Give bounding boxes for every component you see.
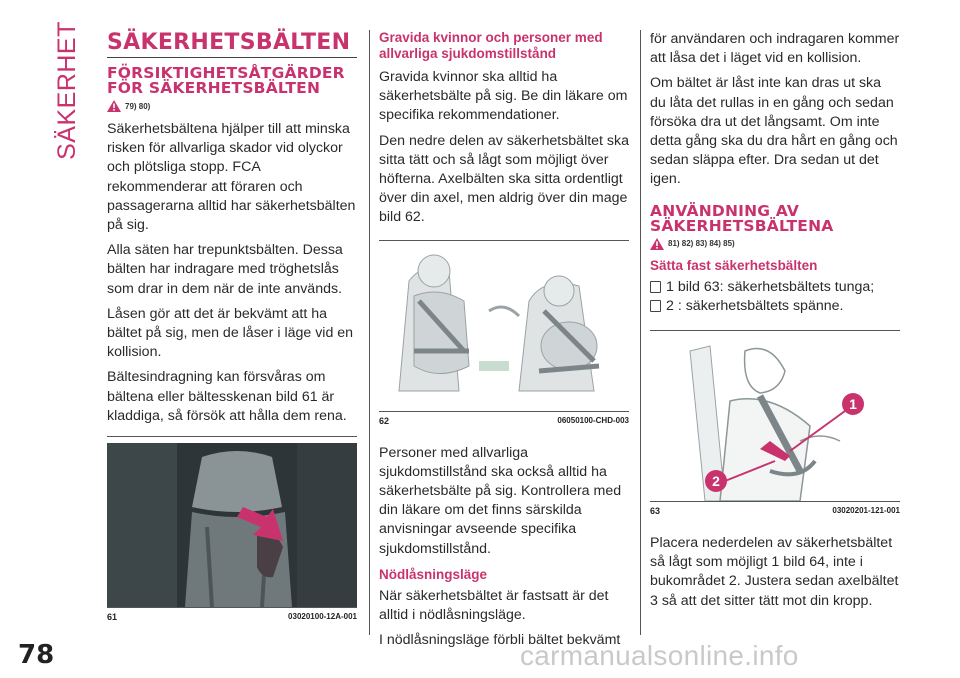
list-item bbox=[650, 297, 900, 316]
paragraph: för användaren och indragaren kommer att låsa det i läget vid en kollision. bbox=[650, 31, 900, 67]
side-section-label: SÄKERHET bbox=[52, 20, 81, 160]
list-item-text: 1 bild 63: säkerhetsbältets tunga; bbox=[666, 278, 875, 295]
checkbox-bullet-icon bbox=[650, 300, 661, 312]
column-divider-1 bbox=[369, 30, 370, 635]
figure-62 bbox=[379, 240, 629, 412]
warning-reference bbox=[650, 238, 900, 250]
section-title: SÄKERHETSBÄLTEN bbox=[107, 30, 357, 58]
list-item bbox=[650, 278, 900, 297]
figure-caption bbox=[107, 608, 357, 622]
subheading-emergency-lock: Nödlåsningsläge bbox=[379, 566, 488, 582]
warning-ref-text: 79) 80) bbox=[125, 101, 151, 111]
column-1 bbox=[107, 30, 357, 622]
subsection-title: ANVÄNDNING AV SÄKERHETSBÄLTENA bbox=[650, 201, 834, 235]
paragraph: Gravida kvinnor ska alltid ha säkerhetsbälte på sig. Be din läkare om specifika rekommendationer. bbox=[379, 69, 628, 124]
figure-code: 03020100-12A-001 bbox=[288, 612, 357, 622]
callout-2: 2 bbox=[712, 473, 720, 490]
paragraph: Personer med allvarliga sjukdomstillstånd ska också alltid ha säkerhetsbälte på sig. Kontrollera med din läkare om det finns särskilda anvisningar avseende specifika sjukdomstillstånd. bbox=[379, 444, 622, 557]
warning-triangle-icon bbox=[650, 238, 664, 250]
pregnant-seatbelt-illustration bbox=[379, 241, 629, 411]
figure-caption bbox=[379, 412, 629, 426]
checkbox-bullet-icon bbox=[650, 281, 661, 293]
column-divider-2 bbox=[640, 30, 641, 635]
figure-number: 61 bbox=[107, 612, 118, 623]
figure-61 bbox=[107, 436, 357, 608]
warning-reference bbox=[107, 100, 357, 112]
column-2 bbox=[379, 30, 629, 656]
callout-1: 1 bbox=[849, 396, 857, 413]
figure-code: 03020201-121-001 bbox=[832, 506, 900, 516]
seat-belt-guide-illustration bbox=[107, 437, 357, 607]
figure-number: 62 bbox=[379, 415, 390, 426]
page-number: 78 bbox=[18, 640, 55, 670]
paragraph: Alla säten har trepunktsbälten. Dessa bälten har indragare med tröghetslås som drar in dem när de inte används. bbox=[107, 242, 343, 297]
figure-code: 06050100-CHD-003 bbox=[557, 415, 629, 425]
subheading-pregnant: Gravida kvinnor och personer med allvarliga sjukdomstillstånd bbox=[379, 30, 603, 61]
warning-ref-text: 81) 82) 83) 84) 85) bbox=[668, 239, 735, 249]
subsection-title: FÖRSIKTIGHETSÅTGÄRDER FÖR SÄKERHETSBÄLTEN bbox=[107, 64, 345, 97]
paragraph: Bältesindragning kan försvåras om bältena eller bältesskenan bild 61 är kladdiga, så försök att hålla dem rena. bbox=[107, 369, 347, 424]
side-section-tab bbox=[52, 20, 82, 160]
paragraph: När säkerhetsbältet är fastsatt är det alltid i nödlåsningsläge. bbox=[379, 587, 609, 624]
paragraph: Den nedre delen av säkerhetsbältet ska sitta tätt och så lågt som möjligt över höfterna. Axelbälten ska sitta ordentligt över din axel, men aldrig över din mage bild 62. bbox=[379, 132, 630, 226]
paragraph: Låsen gör att det är bekvämt att ha bältet på sig, men de låser i läge vid en kollision. bbox=[107, 305, 354, 361]
paragraph: I nödlåsningsläge förbli bältet bekvämt bbox=[379, 632, 621, 649]
paragraph: Placera nederdelen av säkerhetsbältet så lågt som möjligt 1 bild 64, inte i bukområdet 2. Justera sedan axelbältet 3 så att det sitter tätt mot din kropp. bbox=[650, 535, 899, 609]
paragraph: Säkerhetsbältena hjälper till att minska risken för allvarliga skador vid olyckor och plötsliga stopp. FCA rekommenderar att föraren och passagerarna alltid har säkerhetsbälten på sig. bbox=[107, 121, 356, 234]
warning-triangle-icon bbox=[107, 100, 121, 112]
watermark: carmanualsonline.info bbox=[520, 640, 799, 671]
figure-caption bbox=[650, 502, 900, 516]
figure-number: 63 bbox=[650, 506, 661, 517]
figure-63 bbox=[650, 330, 900, 502]
column-3 bbox=[650, 30, 900, 617]
list-item-text: 2 : säkerhetsbältets spänne. bbox=[666, 297, 844, 314]
subheading-fasten: Sätta fast säkerhetsbälten bbox=[650, 257, 818, 273]
paragraph: Om bältet är låst inte kan dras ut ska du låta det rullas in en gång och sedan försöka dra ut det långsamt. Om inte detta gång ska du dra hårt en gång och sedan släppa efter. Dra sedan ut det igen. bbox=[650, 75, 898, 188]
fastening-seatbelt-illustration bbox=[650, 331, 900, 501]
